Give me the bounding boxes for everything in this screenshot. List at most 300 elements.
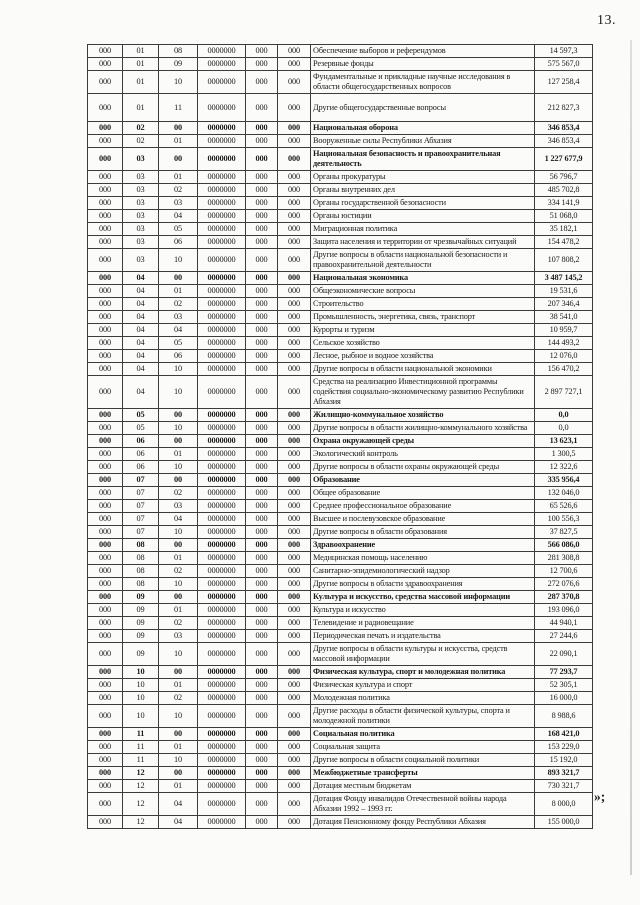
code-cell: 000: [278, 578, 311, 591]
code-cell: 000: [88, 767, 123, 780]
code-cell: 000: [278, 171, 311, 184]
expense-name-cell: Органы прокуратуры: [311, 171, 535, 184]
code-cell: 04: [123, 363, 159, 376]
amount-cell: 37 827,5: [535, 526, 593, 539]
code-cell: 0000000: [198, 223, 246, 236]
code-cell: 000: [246, 552, 278, 565]
table-row: [88, 409, 593, 422]
table-row: [88, 461, 593, 474]
code-cell: 000: [278, 197, 311, 210]
code-cell: 02: [159, 487, 198, 500]
code-cell: 0000000: [198, 363, 246, 376]
expense-name-cell: Молодежная политика: [311, 692, 535, 705]
code-cell: 000: [278, 617, 311, 630]
code-cell: 00: [159, 539, 198, 552]
code-cell: 000: [88, 148, 123, 171]
code-cell: 0000000: [198, 409, 246, 422]
code-cell: 01: [123, 45, 159, 58]
code-cell: 000: [246, 94, 278, 122]
code-cell: 01: [159, 135, 198, 148]
code-cell: 000: [278, 435, 311, 448]
table-row: [88, 500, 593, 513]
code-cell: 000: [278, 513, 311, 526]
code-cell: 03: [123, 197, 159, 210]
code-cell: 000: [278, 249, 311, 272]
code-cell: 000: [246, 500, 278, 513]
amount-cell: 485 702,8: [535, 184, 593, 197]
code-cell: 000: [88, 666, 123, 679]
code-cell: 09: [123, 604, 159, 617]
code-cell: 0000000: [198, 350, 246, 363]
code-cell: 000: [278, 666, 311, 679]
amount-cell: 100 556,3: [535, 513, 593, 526]
code-cell: 00: [159, 474, 198, 487]
code-cell: 02: [159, 692, 198, 705]
code-cell: 07: [123, 474, 159, 487]
amount-cell: 8 000,0: [535, 793, 593, 816]
page-number: 13.: [597, 13, 616, 28]
amount-cell: 346 853,4: [535, 135, 593, 148]
table-row: [88, 539, 593, 552]
code-cell: 000: [246, 767, 278, 780]
code-cell: 10: [159, 705, 198, 728]
code-cell: 0000000: [198, 565, 246, 578]
amount-cell: 281 308,8: [535, 552, 593, 565]
code-cell: 01: [123, 58, 159, 71]
amount-cell: 575 567,0: [535, 58, 593, 71]
table-row: [88, 285, 593, 298]
code-cell: 000: [246, 148, 278, 171]
code-cell: 04: [123, 272, 159, 285]
code-cell: 05: [159, 223, 198, 236]
code-cell: 000: [246, 197, 278, 210]
amount-cell: 272 076,6: [535, 578, 593, 591]
code-cell: 04: [123, 350, 159, 363]
code-cell: 12: [123, 793, 159, 816]
code-cell: 000: [278, 643, 311, 666]
code-cell: 000: [246, 526, 278, 539]
table-row: [88, 591, 593, 604]
code-cell: 07: [123, 513, 159, 526]
code-cell: 000: [246, 816, 278, 829]
code-cell: 000: [246, 679, 278, 692]
code-cell: 000: [246, 223, 278, 236]
table-row: [88, 666, 593, 679]
code-cell: 0000000: [198, 94, 246, 122]
code-cell: 000: [278, 793, 311, 816]
code-cell: 000: [246, 630, 278, 643]
code-cell: 10: [159, 754, 198, 767]
code-cell: 0000000: [198, 666, 246, 679]
code-cell: 000: [88, 754, 123, 767]
code-cell: 000: [278, 448, 311, 461]
expense-name-cell: Физическая культура, спорт и молодежная политика: [311, 666, 535, 679]
code-cell: 000: [278, 94, 311, 122]
amount-cell: 10 959,7: [535, 324, 593, 337]
code-cell: 000: [246, 324, 278, 337]
amount-cell: 566 086,0: [535, 539, 593, 552]
code-cell: 0000000: [198, 780, 246, 793]
amount-cell: 156 470,2: [535, 363, 593, 376]
expense-name-cell: Национальная оборона: [311, 122, 535, 135]
code-cell: 02: [123, 135, 159, 148]
code-cell: 0000000: [198, 474, 246, 487]
code-cell: 03: [123, 210, 159, 223]
code-cell: 000: [88, 643, 123, 666]
table-row: [88, 337, 593, 350]
table-row: [88, 249, 593, 272]
code-cell: 11: [123, 741, 159, 754]
amount-cell: 287 370,8: [535, 591, 593, 604]
code-cell: 000: [278, 474, 311, 487]
amount-cell: 44 940,1: [535, 617, 593, 630]
code-cell: 000: [278, 461, 311, 474]
code-cell: 00: [159, 767, 198, 780]
code-cell: 01: [159, 780, 198, 793]
code-cell: 000: [278, 692, 311, 705]
expense-name-cell: Другие вопросы в области социальной политики: [311, 754, 535, 767]
code-cell: 10: [159, 422, 198, 435]
code-cell: 000: [246, 591, 278, 604]
table-row: [88, 122, 593, 135]
code-cell: 000: [246, 184, 278, 197]
expense-name-cell: Национальная экономика: [311, 272, 535, 285]
code-cell: 000: [88, 591, 123, 604]
table-row: [88, 435, 593, 448]
code-cell: 04: [123, 324, 159, 337]
code-cell: 04: [123, 376, 159, 409]
code-cell: 000: [88, 285, 123, 298]
expense-name-cell: Общее образование: [311, 487, 535, 500]
expense-name-cell: Высшее и послевузовское образование: [311, 513, 535, 526]
table-row: [88, 643, 593, 666]
expense-name-cell: Другие общегосударственные вопросы: [311, 94, 535, 122]
code-cell: 01: [159, 679, 198, 692]
code-cell: 0000000: [198, 285, 246, 298]
code-cell: 0000000: [198, 617, 246, 630]
code-cell: 10: [159, 461, 198, 474]
code-cell: 000: [278, 679, 311, 692]
code-cell: 000: [88, 71, 123, 94]
code-cell: 000: [88, 793, 123, 816]
table-row: [88, 45, 593, 58]
code-cell: 000: [246, 643, 278, 666]
amount-cell: 12 322,6: [535, 461, 593, 474]
code-cell: 04: [159, 793, 198, 816]
table-row: [88, 197, 593, 210]
code-cell: 000: [88, 298, 123, 311]
code-cell: 000: [88, 728, 123, 741]
expense-name-cell: Социальная политика: [311, 728, 535, 741]
table-row: [88, 578, 593, 591]
code-cell: 000: [246, 461, 278, 474]
code-cell: 000: [246, 435, 278, 448]
expense-name-cell: Другие вопросы в области национальной экономики: [311, 363, 535, 376]
code-cell: 000: [88, 197, 123, 210]
code-cell: 000: [246, 793, 278, 816]
amount-cell: 193 096,0: [535, 604, 593, 617]
amount-cell: 1 300,5: [535, 448, 593, 461]
expense-name-cell: Обеспечение выборов и референдумов: [311, 45, 535, 58]
amount-cell: 12 700,6: [535, 565, 593, 578]
code-cell: 0000000: [198, 679, 246, 692]
code-cell: 000: [278, 184, 311, 197]
amount-cell: 1 227 677,9: [535, 148, 593, 171]
amount-cell: 19 531,6: [535, 285, 593, 298]
code-cell: 000: [246, 249, 278, 272]
code-cell: 000: [278, 767, 311, 780]
code-cell: 06: [159, 350, 198, 363]
code-cell: 000: [246, 337, 278, 350]
expense-name-cell: Лесное, рыбное и водное хозяйства: [311, 350, 535, 363]
expense-name-cell: Другие расходы в области физической культуры, спорта и молодежной политики: [311, 705, 535, 728]
code-cell: 000: [246, 311, 278, 324]
code-cell: 04: [123, 337, 159, 350]
code-cell: 000: [88, 223, 123, 236]
code-cell: 01: [159, 741, 198, 754]
amount-cell: 730 321,7: [535, 780, 593, 793]
code-cell: 10: [159, 526, 198, 539]
expense-name-cell: Дотация местным бюджетам: [311, 780, 535, 793]
code-cell: 000: [88, 45, 123, 58]
code-cell: 01: [123, 71, 159, 94]
expense-name-cell: Другие вопросы в области здравоохранения: [311, 578, 535, 591]
code-cell: 000: [246, 272, 278, 285]
code-cell: 000: [88, 337, 123, 350]
code-cell: 000: [278, 324, 311, 337]
code-cell: 0000000: [198, 184, 246, 197]
table-row: [88, 236, 593, 249]
amount-cell: 51 068,0: [535, 210, 593, 223]
code-cell: 000: [88, 448, 123, 461]
code-cell: 08: [123, 539, 159, 552]
expense-name-cell: Курорты и туризм: [311, 324, 535, 337]
amount-cell: 0,0: [535, 422, 593, 435]
scan-edge-artifact: [630, 40, 632, 875]
expense-name-cell: Другие вопросы в области жилищно-коммунального хозяйства: [311, 422, 535, 435]
code-cell: 000: [278, 298, 311, 311]
table-row: [88, 135, 593, 148]
code-cell: 000: [88, 94, 123, 122]
code-cell: 00: [159, 666, 198, 679]
code-cell: 02: [159, 298, 198, 311]
code-cell: 000: [88, 578, 123, 591]
code-cell: 0000000: [198, 500, 246, 513]
code-cell: 0000000: [198, 324, 246, 337]
code-cell: 03: [159, 630, 198, 643]
code-cell: 03: [123, 184, 159, 197]
code-cell: 04: [123, 298, 159, 311]
code-cell: 000: [246, 210, 278, 223]
code-cell: 000: [88, 272, 123, 285]
code-cell: 000: [278, 236, 311, 249]
code-cell: 0000000: [198, 337, 246, 350]
code-cell: 0000000: [198, 526, 246, 539]
code-cell: 10: [159, 643, 198, 666]
code-cell: 02: [159, 617, 198, 630]
code-cell: 11: [159, 94, 198, 122]
code-cell: 000: [88, 741, 123, 754]
code-cell: 000: [278, 311, 311, 324]
table-row: [88, 171, 593, 184]
code-cell: 09: [159, 58, 198, 71]
code-cell: 000: [88, 513, 123, 526]
code-cell: 0000000: [198, 448, 246, 461]
amount-cell: 335 956,4: [535, 474, 593, 487]
code-cell: 000: [246, 617, 278, 630]
expense-name-cell: Средства на реализацию Инвестиционной программы содействия социально-экономическому развитию Республики Абхазия: [311, 376, 535, 409]
table-row: [88, 223, 593, 236]
code-cell: 000: [246, 487, 278, 500]
table-row: [88, 350, 593, 363]
table-row: [88, 526, 593, 539]
code-cell: 000: [278, 122, 311, 135]
code-cell: 03: [123, 171, 159, 184]
code-cell: 000: [278, 58, 311, 71]
code-cell: 0000000: [198, 122, 246, 135]
code-cell: 0000000: [198, 236, 246, 249]
code-cell: 000: [88, 692, 123, 705]
code-cell: 000: [88, 526, 123, 539]
code-cell: 000: [246, 350, 278, 363]
code-cell: 0000000: [198, 58, 246, 71]
table-row: [88, 617, 593, 630]
code-cell: 10: [159, 249, 198, 272]
code-cell: 000: [278, 780, 311, 793]
code-cell: 02: [123, 122, 159, 135]
table-row: [88, 692, 593, 705]
code-cell: 0000000: [198, 692, 246, 705]
code-cell: 000: [246, 513, 278, 526]
expense-name-cell: Периодическая печать и издательства: [311, 630, 535, 643]
code-cell: 000: [88, 487, 123, 500]
amount-cell: 52 305,1: [535, 679, 593, 692]
code-cell: 0000000: [198, 197, 246, 210]
table-row: [88, 513, 593, 526]
expense-name-cell: Резервные фонды: [311, 58, 535, 71]
code-cell: 00: [159, 435, 198, 448]
closing-quote-mark: »;: [594, 789, 606, 804]
code-cell: 0000000: [198, 148, 246, 171]
code-cell: 000: [88, 171, 123, 184]
amount-cell: 107 808,2: [535, 249, 593, 272]
code-cell: 000: [278, 376, 311, 409]
code-cell: 000: [278, 272, 311, 285]
code-cell: 00: [159, 272, 198, 285]
code-cell: 0000000: [198, 728, 246, 741]
code-cell: 01: [123, 94, 159, 122]
code-cell: 000: [88, 617, 123, 630]
code-cell: 000: [278, 409, 311, 422]
code-cell: 00: [159, 409, 198, 422]
code-cell: 000: [246, 728, 278, 741]
table-row: [88, 376, 593, 409]
code-cell: 000: [246, 741, 278, 754]
table-row: [88, 58, 593, 71]
code-cell: 000: [88, 552, 123, 565]
code-cell: 000: [88, 210, 123, 223]
code-cell: 000: [88, 236, 123, 249]
table-row: [88, 272, 593, 285]
code-cell: 000: [88, 435, 123, 448]
expense-name-cell: Медицинская помощь населению: [311, 552, 535, 565]
code-cell: 12: [123, 780, 159, 793]
table-row: [88, 604, 593, 617]
amount-cell: 212 827,3: [535, 94, 593, 122]
expense-name-cell: Культура и искусство, средства массовой информации: [311, 591, 535, 604]
expense-name-cell: Национальная безопасность и правоохранительная деятельность: [311, 148, 535, 171]
code-cell: 000: [278, 754, 311, 767]
code-cell: 07: [123, 526, 159, 539]
code-cell: 000: [278, 630, 311, 643]
amount-cell: 77 293,7: [535, 666, 593, 679]
code-cell: 0000000: [198, 705, 246, 728]
code-cell: 06: [159, 236, 198, 249]
table-row: [88, 679, 593, 692]
code-cell: 000: [88, 122, 123, 135]
amount-cell: 56 796,7: [535, 171, 593, 184]
code-cell: 04: [159, 816, 198, 829]
budget-expenditure-table: [87, 44, 593, 829]
code-cell: 000: [246, 45, 278, 58]
table-row: [88, 780, 593, 793]
code-cell: 000: [88, 705, 123, 728]
code-cell: 0000000: [198, 767, 246, 780]
code-cell: 09: [123, 643, 159, 666]
amount-cell: 38 541,0: [535, 311, 593, 324]
amount-cell: 12 076,0: [535, 350, 593, 363]
code-cell: 000: [278, 363, 311, 376]
code-cell: 000: [246, 780, 278, 793]
table-row: [88, 448, 593, 461]
code-cell: 0000000: [198, 422, 246, 435]
code-cell: 08: [123, 552, 159, 565]
code-cell: 0000000: [198, 630, 246, 643]
code-cell: 000: [246, 539, 278, 552]
code-cell: 0000000: [198, 578, 246, 591]
code-cell: 0000000: [198, 754, 246, 767]
code-cell: 000: [246, 135, 278, 148]
code-cell: 000: [246, 422, 278, 435]
code-cell: 000: [246, 236, 278, 249]
amount-cell: 168 421,0: [535, 728, 593, 741]
amount-cell: 13 623,1: [535, 435, 593, 448]
amount-cell: 132 046,0: [535, 487, 593, 500]
amount-cell: 27 244,6: [535, 630, 593, 643]
amount-cell: 153 229,0: [535, 741, 593, 754]
code-cell: 000: [88, 350, 123, 363]
code-cell: 05: [159, 337, 198, 350]
code-cell: 02: [159, 565, 198, 578]
code-cell: 03: [123, 236, 159, 249]
code-cell: 10: [123, 679, 159, 692]
code-cell: 000: [88, 184, 123, 197]
code-cell: 0000000: [198, 513, 246, 526]
code-cell: 00: [159, 728, 198, 741]
code-cell: 00: [159, 591, 198, 604]
code-cell: 02: [159, 184, 198, 197]
code-cell: 000: [88, 630, 123, 643]
expense-name-cell: Защита населения и территории от чрезвычайных ситуаций: [311, 236, 535, 249]
code-cell: 000: [246, 363, 278, 376]
code-cell: 000: [88, 604, 123, 617]
code-cell: 000: [246, 474, 278, 487]
code-cell: 0000000: [198, 210, 246, 223]
table-row: [88, 565, 593, 578]
table-row: [88, 94, 593, 122]
code-cell: 000: [88, 363, 123, 376]
table-row: [88, 324, 593, 337]
